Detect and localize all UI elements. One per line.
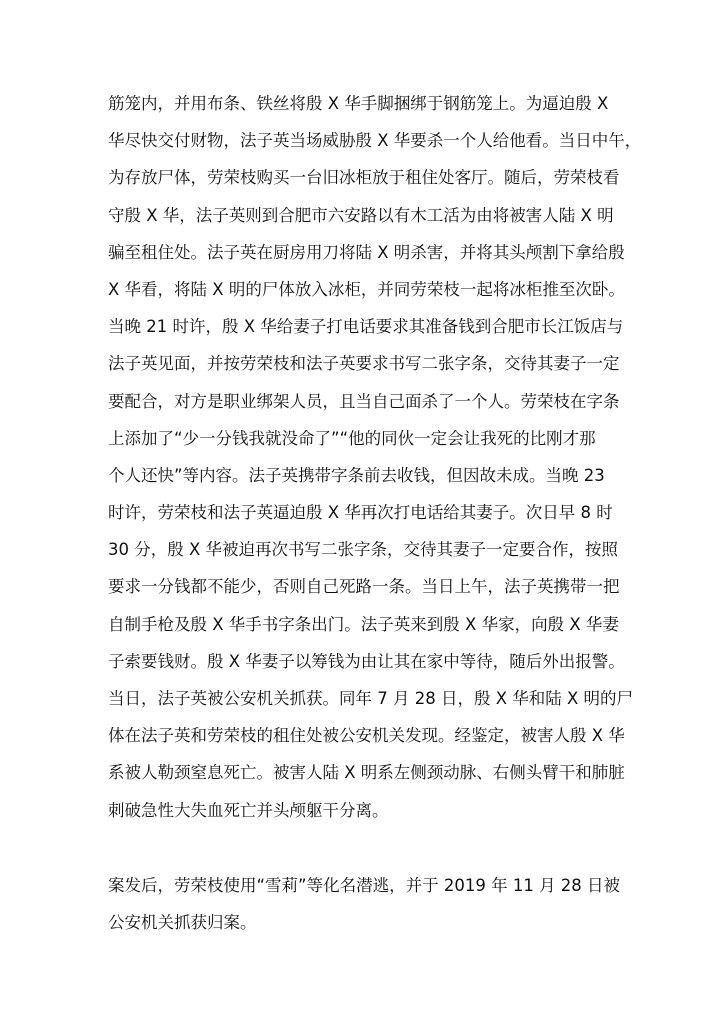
text-line: 华尽快交付财物，法子英当场威胁殷 X 华要杀一个人给他看。当日中午， [108,131,642,151]
text-line: 案发后，劳荣枝使用“雪莉”等化名潜逃，并于 2019 年 11 月 28 日被 [108,876,621,895]
text-line: 刺破急性大失血死亡并头颅躯干分离。 [108,800,389,820]
text-line: 子索要钱财。殷 X 华妻子以筹钱为由让其在家中等待，随后外出报警。 [108,651,625,671]
text-line: 个人还快”等内容。法子英携带字条前去收钱，但因故未成。当晚 23 [108,465,605,485]
text-line: 时许，劳荣枝和法子英逼迫殷 X 华再次打电话给其妻子。次日早 8 时 [108,503,613,523]
text-line: X 华看，将陆 X 明的尸体放入冰柜，并同劳荣枝一起将冰柜推至次卧。 [108,279,625,299]
text-line: 筋笼内，并用布条、铁丝将殷 X 华手脚捆绑于钢筋笼上。为逼迫殷 X [108,94,609,113]
text-line: 自制手枪及殷 X 华手书字条出门。法子英来到殷 X 华家，向殷 X 华妻 [108,614,619,634]
text-line: 守殷 X 华，法子英则到合肥市六安路以有木工活为由将被害人陆 X 明 [108,205,614,225]
text-line: 体在法子英和劳荣枝的租住处被公安机关发现。经鉴定，被害人殷 X 华 [108,726,625,746]
text-line: 上添加了“少一分钱我就没命了”“他的同伙一定会让我死的比刚才那 [108,428,596,448]
text-line: 公安机关抓获归案。 [108,913,257,933]
text-line: 30 分，殷 X 华被迫再次书写二张字条，交待其妻子一定要合作，按照 [108,540,619,560]
text-line: 当日，法子英被公安机关抓获。同年 7 月 28 日，殷 X 华和陆 X 明的尸 [108,689,634,708]
paragraph-crime-narrative [108,85,642,829]
text-line: 当晚 21 时许，殷 X 华给妻子打电话要求其准备钱到合肥市长江饭店与 [108,317,624,337]
text-line: 为存放尸体，劳荣枝购买一台旧冰柜放于租住处客厅。随后，劳荣枝看 [108,168,620,188]
text-line: 骗至租住处。法子英在厨房用刀将陆 X 明杀害，并将其头颅割下拿给殷 [108,242,625,262]
text-line: 法子英见面，并按劳荣枝和法子英要求书写二张字条，交待其妻子一定 [108,354,620,374]
paragraph-arrest [108,867,621,941]
text-line: 要求一分钱都不能少，否则自己死路一条。当日上午，法子英携带一把 [108,577,620,597]
text-line: 系被人勒颈窒息死亡。被害人陆 X 明系左侧颈动脉、右侧头臂干和肺脏 [108,763,625,783]
text-line: 要配合，对方是职业绑架人员，且当自己面杀了一个人。劳荣枝在字条 [108,391,620,411]
